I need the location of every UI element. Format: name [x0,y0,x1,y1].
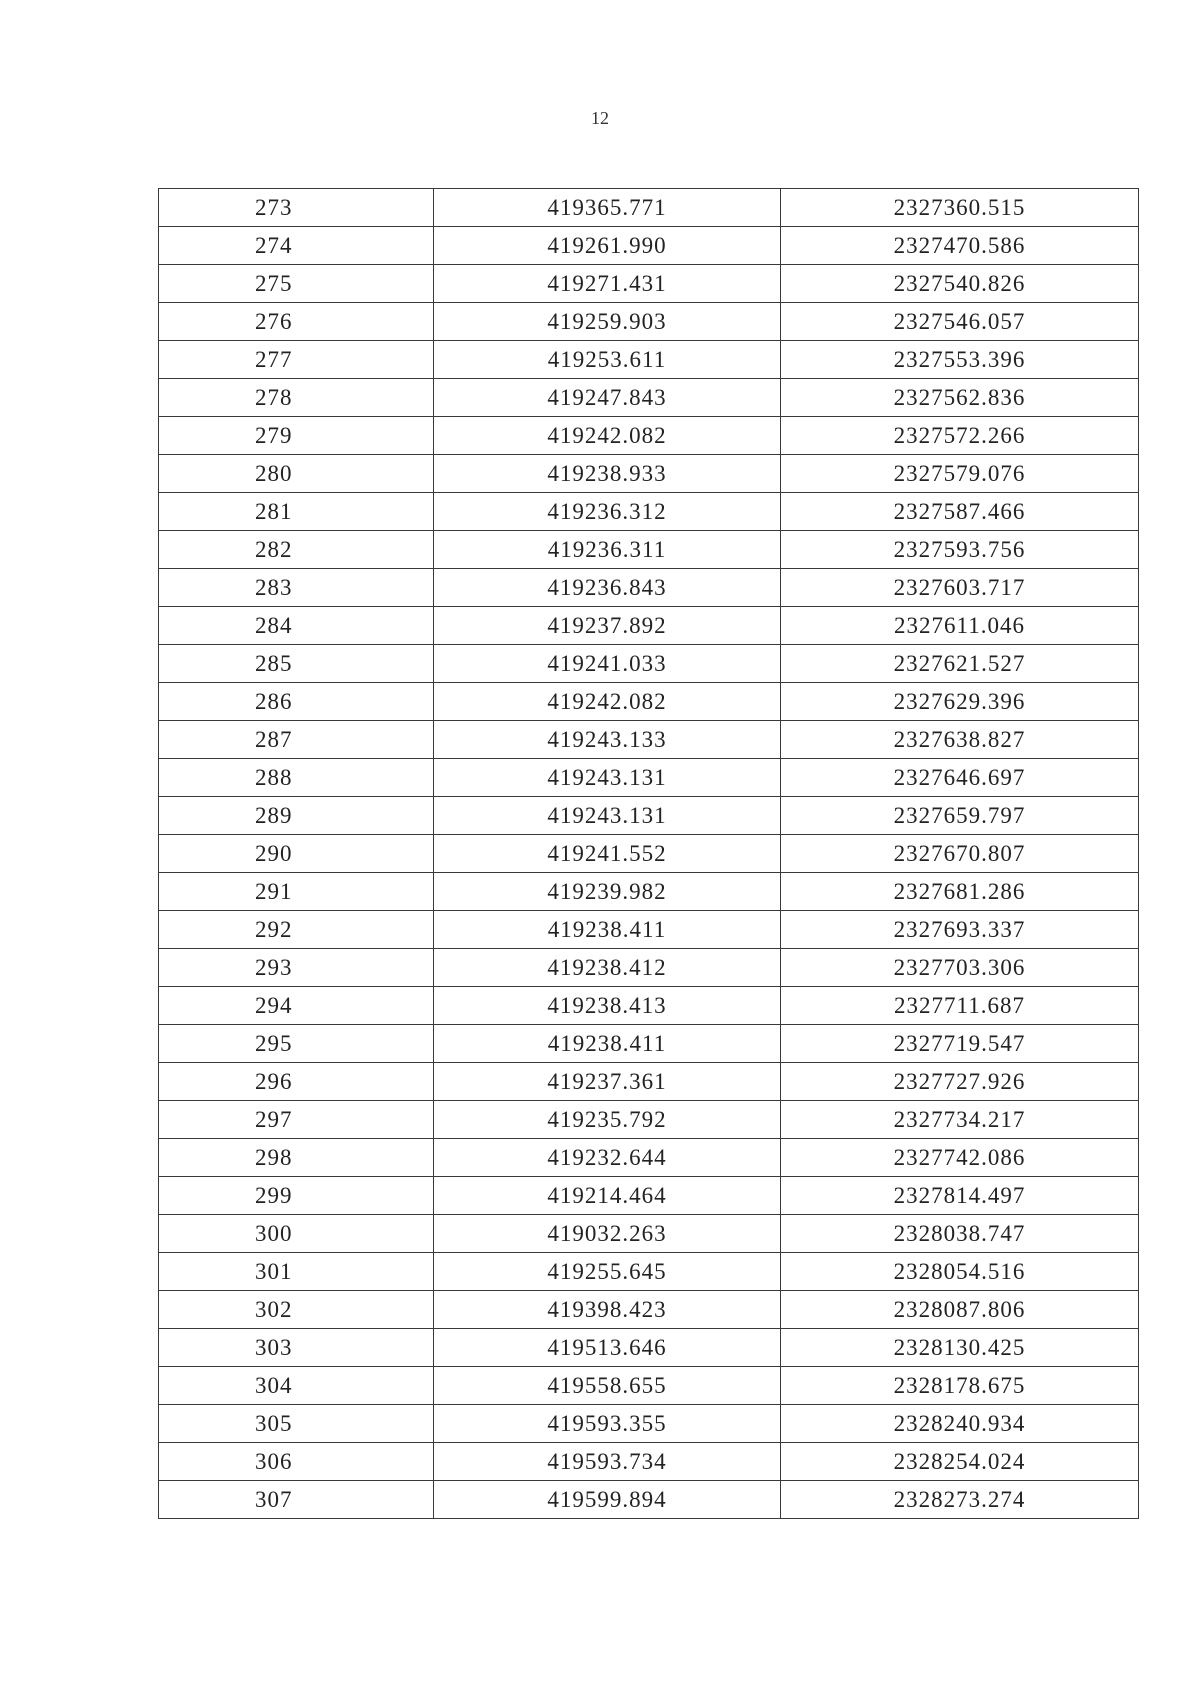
table-row [159,911,1139,949]
y-coordinate-cell: 2327727.926 [781,1063,1139,1101]
table-row [159,1215,1139,1253]
table-row [159,1101,1139,1139]
table-row [159,341,1139,379]
x-coordinate-cell: 419235.792 [434,1101,781,1139]
x-coordinate-cell: 419238.411 [434,911,781,949]
x-coordinate-cell: 419247.843 [434,379,781,417]
table-row [159,569,1139,607]
table-row [159,303,1139,341]
x-coordinate-cell: 419253.611 [434,341,781,379]
x-coordinate-cell: 419242.082 [434,417,781,455]
y-coordinate-cell: 2327603.717 [781,569,1139,607]
table-row [159,1481,1139,1519]
table-row [159,1329,1139,1367]
y-coordinate-cell: 2327611.046 [781,607,1139,645]
y-coordinate-cell: 2328254.024 [781,1443,1139,1481]
x-coordinate-cell: 419241.552 [434,835,781,873]
x-coordinate-cell: 419398.423 [434,1291,781,1329]
coordinate-table [158,188,1139,1519]
y-coordinate-cell: 2327470.586 [781,227,1139,265]
point-number-cell: 275 [159,265,434,303]
point-number-cell: 300 [159,1215,434,1253]
table-row [159,607,1139,645]
x-coordinate-cell: 419241.033 [434,645,781,683]
table-row [159,683,1139,721]
x-coordinate-cell: 419259.903 [434,303,781,341]
y-coordinate-cell: 2327670.807 [781,835,1139,873]
y-coordinate-cell: 2328038.747 [781,1215,1139,1253]
point-number-cell: 304 [159,1367,434,1405]
table-row [159,493,1139,531]
table-row [159,531,1139,569]
point-number-cell: 299 [159,1177,434,1215]
table-row [159,797,1139,835]
point-number-cell: 280 [159,455,434,493]
y-coordinate-cell: 2327693.337 [781,911,1139,949]
y-coordinate-cell: 2327593.756 [781,531,1139,569]
point-number-cell: 283 [159,569,434,607]
point-number-cell: 297 [159,1101,434,1139]
point-number-cell: 296 [159,1063,434,1101]
table-row [159,455,1139,493]
y-coordinate-cell: 2327546.057 [781,303,1139,341]
table-row [159,1367,1139,1405]
x-coordinate-cell: 419239.982 [434,873,781,911]
x-coordinate-cell: 419242.082 [434,683,781,721]
y-coordinate-cell: 2327621.527 [781,645,1139,683]
point-number-cell: 288 [159,759,434,797]
point-number-cell: 282 [159,531,434,569]
y-coordinate-cell: 2328054.516 [781,1253,1139,1291]
point-number-cell: 276 [159,303,434,341]
table-row [159,949,1139,987]
y-coordinate-cell: 2328178.675 [781,1367,1139,1405]
x-coordinate-cell: 419593.355 [434,1405,781,1443]
y-coordinate-cell: 2327719.547 [781,1025,1139,1063]
y-coordinate-cell: 2327553.396 [781,341,1139,379]
x-coordinate-cell: 419558.655 [434,1367,781,1405]
table-row [159,721,1139,759]
y-coordinate-cell: 2327587.466 [781,493,1139,531]
point-number-cell: 285 [159,645,434,683]
point-number-cell: 302 [159,1291,434,1329]
y-coordinate-cell: 2327646.697 [781,759,1139,797]
point-number-cell: 303 [159,1329,434,1367]
y-coordinate-cell: 2327638.827 [781,721,1139,759]
point-number-cell: 277 [159,341,434,379]
x-coordinate-cell: 419513.646 [434,1329,781,1367]
x-coordinate-cell: 419593.734 [434,1443,781,1481]
y-coordinate-cell: 2327742.086 [781,1139,1139,1177]
point-number-cell: 273 [159,189,434,227]
point-number-cell: 290 [159,835,434,873]
y-coordinate-cell: 2328087.806 [781,1291,1139,1329]
y-coordinate-cell: 2327360.515 [781,189,1139,227]
y-coordinate-cell: 2327711.687 [781,987,1139,1025]
y-coordinate-cell: 2327540.826 [781,265,1139,303]
y-coordinate-cell: 2327814.497 [781,1177,1139,1215]
point-number-cell: 305 [159,1405,434,1443]
point-number-cell: 306 [159,1443,434,1481]
x-coordinate-cell: 419238.413 [434,987,781,1025]
point-number-cell: 293 [159,949,434,987]
y-coordinate-cell: 2327629.396 [781,683,1139,721]
table-row [159,417,1139,455]
y-coordinate-cell: 2327703.306 [781,949,1139,987]
x-coordinate-cell: 419243.131 [434,759,781,797]
table-row [159,759,1139,797]
x-coordinate-cell: 419237.361 [434,1063,781,1101]
table-row [159,835,1139,873]
x-coordinate-cell: 419243.131 [434,797,781,835]
y-coordinate-cell: 2327579.076 [781,455,1139,493]
point-number-cell: 281 [159,493,434,531]
x-coordinate-cell: 419261.990 [434,227,781,265]
table-row [159,227,1139,265]
point-number-cell: 278 [159,379,434,417]
y-coordinate-cell: 2328130.425 [781,1329,1139,1367]
point-number-cell: 286 [159,683,434,721]
table-row [159,645,1139,683]
point-number-cell: 287 [159,721,434,759]
y-coordinate-cell: 2327681.286 [781,873,1139,911]
x-coordinate-cell: 419238.411 [434,1025,781,1063]
point-number-cell: 292 [159,911,434,949]
y-coordinate-cell: 2327734.217 [781,1101,1139,1139]
page-number: 12 [591,108,609,128]
x-coordinate-cell: 419236.312 [434,493,781,531]
x-coordinate-cell: 419238.933 [434,455,781,493]
x-coordinate-cell: 419236.311 [434,531,781,569]
point-number-cell: 284 [159,607,434,645]
coordinate-table-body [159,189,1139,1519]
table-row [159,265,1139,303]
table-row [159,1139,1139,1177]
y-coordinate-cell: 2328240.934 [781,1405,1139,1443]
table-row [159,1025,1139,1063]
table-row [159,987,1139,1025]
y-coordinate-cell: 2327562.836 [781,379,1139,417]
table-row [159,873,1139,911]
x-coordinate-cell: 419232.644 [434,1139,781,1177]
x-coordinate-cell: 419238.412 [434,949,781,987]
y-coordinate-cell: 2327659.797 [781,797,1139,835]
point-number-cell: 279 [159,417,434,455]
point-number-cell: 289 [159,797,434,835]
x-coordinate-cell: 419237.892 [434,607,781,645]
x-coordinate-cell: 419243.133 [434,721,781,759]
point-number-cell: 274 [159,227,434,265]
table-row [159,1443,1139,1481]
table-row [159,1177,1139,1215]
x-coordinate-cell: 419255.645 [434,1253,781,1291]
x-coordinate-cell: 419271.431 [434,265,781,303]
x-coordinate-cell: 419214.464 [434,1177,781,1215]
point-number-cell: 291 [159,873,434,911]
x-coordinate-cell: 419236.843 [434,569,781,607]
point-number-cell: 298 [159,1139,434,1177]
table-row [159,1253,1139,1291]
y-coordinate-cell: 2327572.266 [781,417,1139,455]
table-row [159,189,1139,227]
x-coordinate-cell: 419032.263 [434,1215,781,1253]
x-coordinate-cell: 419599.894 [434,1481,781,1519]
table-row [159,379,1139,417]
y-coordinate-cell: 2328273.274 [781,1481,1139,1519]
point-number-cell: 295 [159,1025,434,1063]
x-coordinate-cell: 419365.771 [434,189,781,227]
table-row [159,1405,1139,1443]
table-row [159,1291,1139,1329]
point-number-cell: 301 [159,1253,434,1291]
point-number-cell: 307 [159,1481,434,1519]
point-number-cell: 294 [159,987,434,1025]
table-row [159,1063,1139,1101]
